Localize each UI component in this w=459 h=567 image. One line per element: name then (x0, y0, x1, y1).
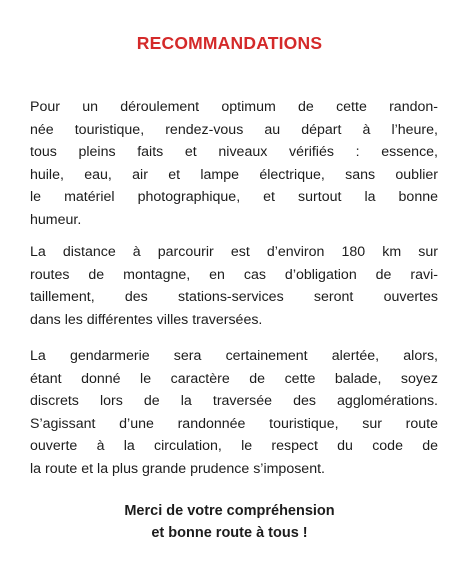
closing-line-2: et bonne route à tous ! (151, 525, 308, 541)
text-line: La gendarmerie sera certainement alertée, alors, (30, 348, 438, 364)
paragraph-distance (30, 241, 438, 331)
text-line: huile, eau, air et lampe électrique, sans oublier (30, 166, 438, 183)
text-line: La distance à parcourir est d’environ 180 km sur (30, 244, 438, 260)
text-line: tous pleins faits et niveaux vérifiés : essence, (30, 144, 438, 160)
text-line: humeur. (30, 211, 82, 228)
text-line: S’agissant d’une randonnée touristique, sur route (30, 415, 438, 432)
paragraph-safety (30, 345, 438, 480)
text-line: dans les différentes villes traversées. (30, 311, 263, 328)
text-line: discrets lors de la traversée des agglomérations. (30, 393, 438, 409)
text-line: née touristique, rendez-vous au départ à l’heure, (30, 121, 438, 138)
closing-message (0, 500, 459, 544)
text-line: taillement, des stations-services seront ouvertes (30, 289, 438, 305)
text-line: ouverte à la circulation, le respect du code de (30, 438, 438, 454)
text-line: Pour un déroulement optimum de cette randon- (30, 99, 438, 115)
closing-line-1: Merci de votre compréhension (124, 503, 335, 519)
text-line: routes de montagne, en cas d’obligation de ravi- (30, 266, 438, 283)
page-title: RECOMMANDATIONS (136, 33, 323, 53)
text-line: étant donné le caractère de cette balade, soyez (30, 370, 438, 387)
text-line: la route et la plus grande prudence s’imposent. (30, 460, 325, 477)
text-line: le matériel photographique, et surtout la bonne (30, 189, 438, 205)
paragraph-preparation (30, 96, 438, 231)
